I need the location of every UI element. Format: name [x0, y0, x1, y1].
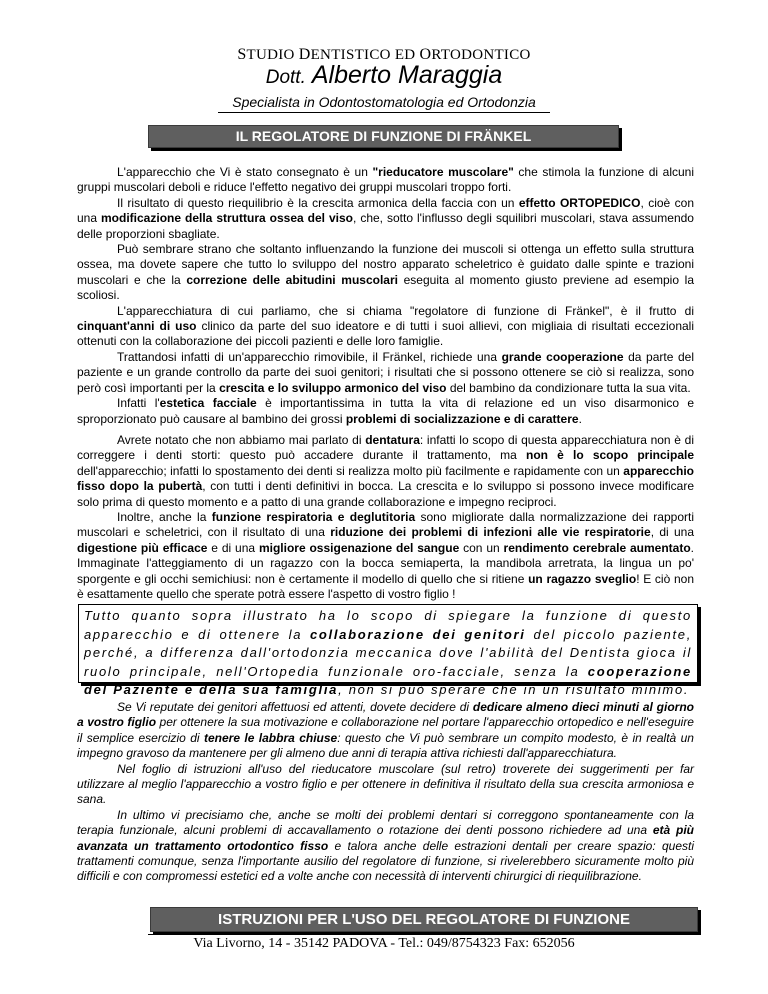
paragraph: L'apparecchio che Vi è stato consegnato è un "rieducatore muscolare" che stimola la funzione di alcuni gruppi muscolari deboli e riduce l'effetto negativo dei gruppi muscolari troppo forti. [77, 165, 695, 195]
parents-section [77, 700, 694, 885]
paragraph: Il risultato di questo riequilibrio è la crescita armonica della faccia con un effetto ORTOPEDICO, cioè con una modificazione della struttura ossea del viso, che, sotto l'influsso degli squilibri muscolari, stava assumendo delle proporzioni sbagliate. [77, 195, 695, 241]
footer-divider [148, 934, 622, 935]
paragraph: Se Vi reputate dei genitori affettuosi ed attenti, dovete decidere di dedicare almeno dieci minuti al giorno a vostro figlio per ottenere la sua motivazione e collaborazione nel portare l'apparecchio ortopedico e nell'eseguire il semplice esercizio di tenere le labbra chiuse: questo che Vi può sembrare un compito modesto, è in realtà un impegno gravoso da mantenere per gli almeno due anni di terapia attiva richiesti dall'apparecchiatura. [77, 700, 694, 761]
header-divider [218, 112, 550, 113]
paragraph: In ultimo vi precisiamo che, anche se molti dei problemi dentari si correggono spontaneamente con la terapia funzionale, alcuni problemi di accavallamento o rotazione dei denti possono richiedere ad una età più avanzata un trattamento ortodontico fisso e talora anche delle estrazioni dentali per creare spazio: questi trattamenti comunque, senza l'importante ausilio del regolatore di funzione, si rivelerebbero sicuramente molto più difficili e con compromessi estetici ed a volte anche con necessità di interventi chirurgici di riequilibrazione. [77, 807, 695, 884]
paragraph: Trattandosi infatti di un'apparecchio rimovibile, il Fränkel, richiede una grande cooperazione da parte del paziente e un grande controllo da parte dei suoi genitori; i risultati che si possono ottenere se ciò si realizza, sono però così importanti per la crescita e lo sviluppo armonico del viso del bambino da condizionare tutta la sua vita. [77, 349, 695, 395]
specialty-line: Specialista in Odontostomatologia ed Ortodonzia [232, 94, 536, 110]
paragraph: Avrete notato che non abbiamo mai parlato di dentatura: infatti lo scopo di questa apparecchiatura non è di correggere i denti storti: questo può accadere durante il trattamento, ma non è lo scopo principale dell'apparecchio; infatti lo spostamento dei denti si realizza molto più facilmente e rapidamente con un apparecchio fisso dopo la pubertà, con tutti i denti definitivi in bocca. La crescita e lo sviluppo si possono invece modificare solo prima di questo momento e a patto di una grande collaborazione e impegno reciproci. [77, 433, 694, 509]
paragraph: Può sembrare strano che soltanto influenzando la funzione dei muscoli si ottenga un effetto sulla struttura ossea, ma dovete sapere che tutto lo sviluppo del nostro apparato scheletrico è guidato dalle spinte e trazioni muscolari e che la correzione delle abitudini muscolari eseguita al momento giusto previene ad esempio la scoliosi. [77, 242, 695, 303]
instructions-title-banner: ISTRUZIONI PER L'USO DEL REGOLATORE DI FUNZIONE [150, 907, 698, 932]
highlight-box: Tutto quanto sopra illustrato ha lo scopo di spiegare la funzione di questo apparecchio e di ottenere la collaborazione dei genitori del piccolo paziente, perché, a differenza dall'ortodonzia meccanica dove l'abilità del Dentista gioca il ruolo principale, nell'Ortopedia funzionale oro-facciale, senza la cooperazione del Paziente e della sua famiglia, non si può sperare che in un risultato minimo. [78, 604, 698, 683]
studio-name: STUDIO DENTISTICO ED ORTODONTICO [237, 46, 531, 63]
footer-address: Via Livorno, 14 - 35142 PADOVA - Tel.: 049/8754323 Fax: 652056 [193, 936, 575, 951]
paragraph: Nel foglio di istruzioni all'uso del rieducatore muscolare (sul retro) troverete dei suggerimenti per far utilizzare al meglio l'apparecchio a vostro figlio e per ottenere in definitiva il risultato della sua crescita armoniosa e sana. [77, 761, 694, 807]
dentition-section [77, 433, 694, 602]
section-title-banner: IL REGOLATORE DI FUNZIONE DI FRÄNKEL [148, 125, 619, 148]
doctor-name: Dott. Alberto Maraggia [265, 61, 503, 89]
paragraph: Infatti l'estetica facciale è importantissima in tutta la vita di relazione ed un viso disarmonico e sproporzionato può causare al bambino dei grossi problemi di socializzazione e di carattere. [77, 396, 695, 426]
paragraph: L'apparecchiatura di cui parliamo, che si chiama "regolatore di funzione di Fränkel", è il frutto di cinquant'anni di uso clinico da parte del suo ideatore e di tutti i suoi allievi, con migliaia di risultati eccezionali ottenuti con la collaborazione dei piccoli pazienti e delle loro famiglie. [77, 303, 695, 349]
paragraph: Inoltre, anche la funzione respiratoria e deglutitoria sono migliorate dalla normalizzazione dei rapporti muscolari e scheletrici, con il risultato di una riduzione dei problemi di infezioni alle vie respiratorie, di una digestione più efficace e di una migliore ossigenazione del sangue con un rendimento cerebrale aumentato. Immaginate l'atteggiamento di un ragazzo con la bocca semiaperta, la mandibola arretrata, la lingua un po' sporgente e gli occhi semichiusi: non è certamente il modello di quello che si ritiene un ragazzo sveglio! E ciò non è esattamente quello che sperate potrà essere l'aspetto di vostro figlio ! [77, 510, 695, 602]
intro-section [77, 165, 694, 427]
